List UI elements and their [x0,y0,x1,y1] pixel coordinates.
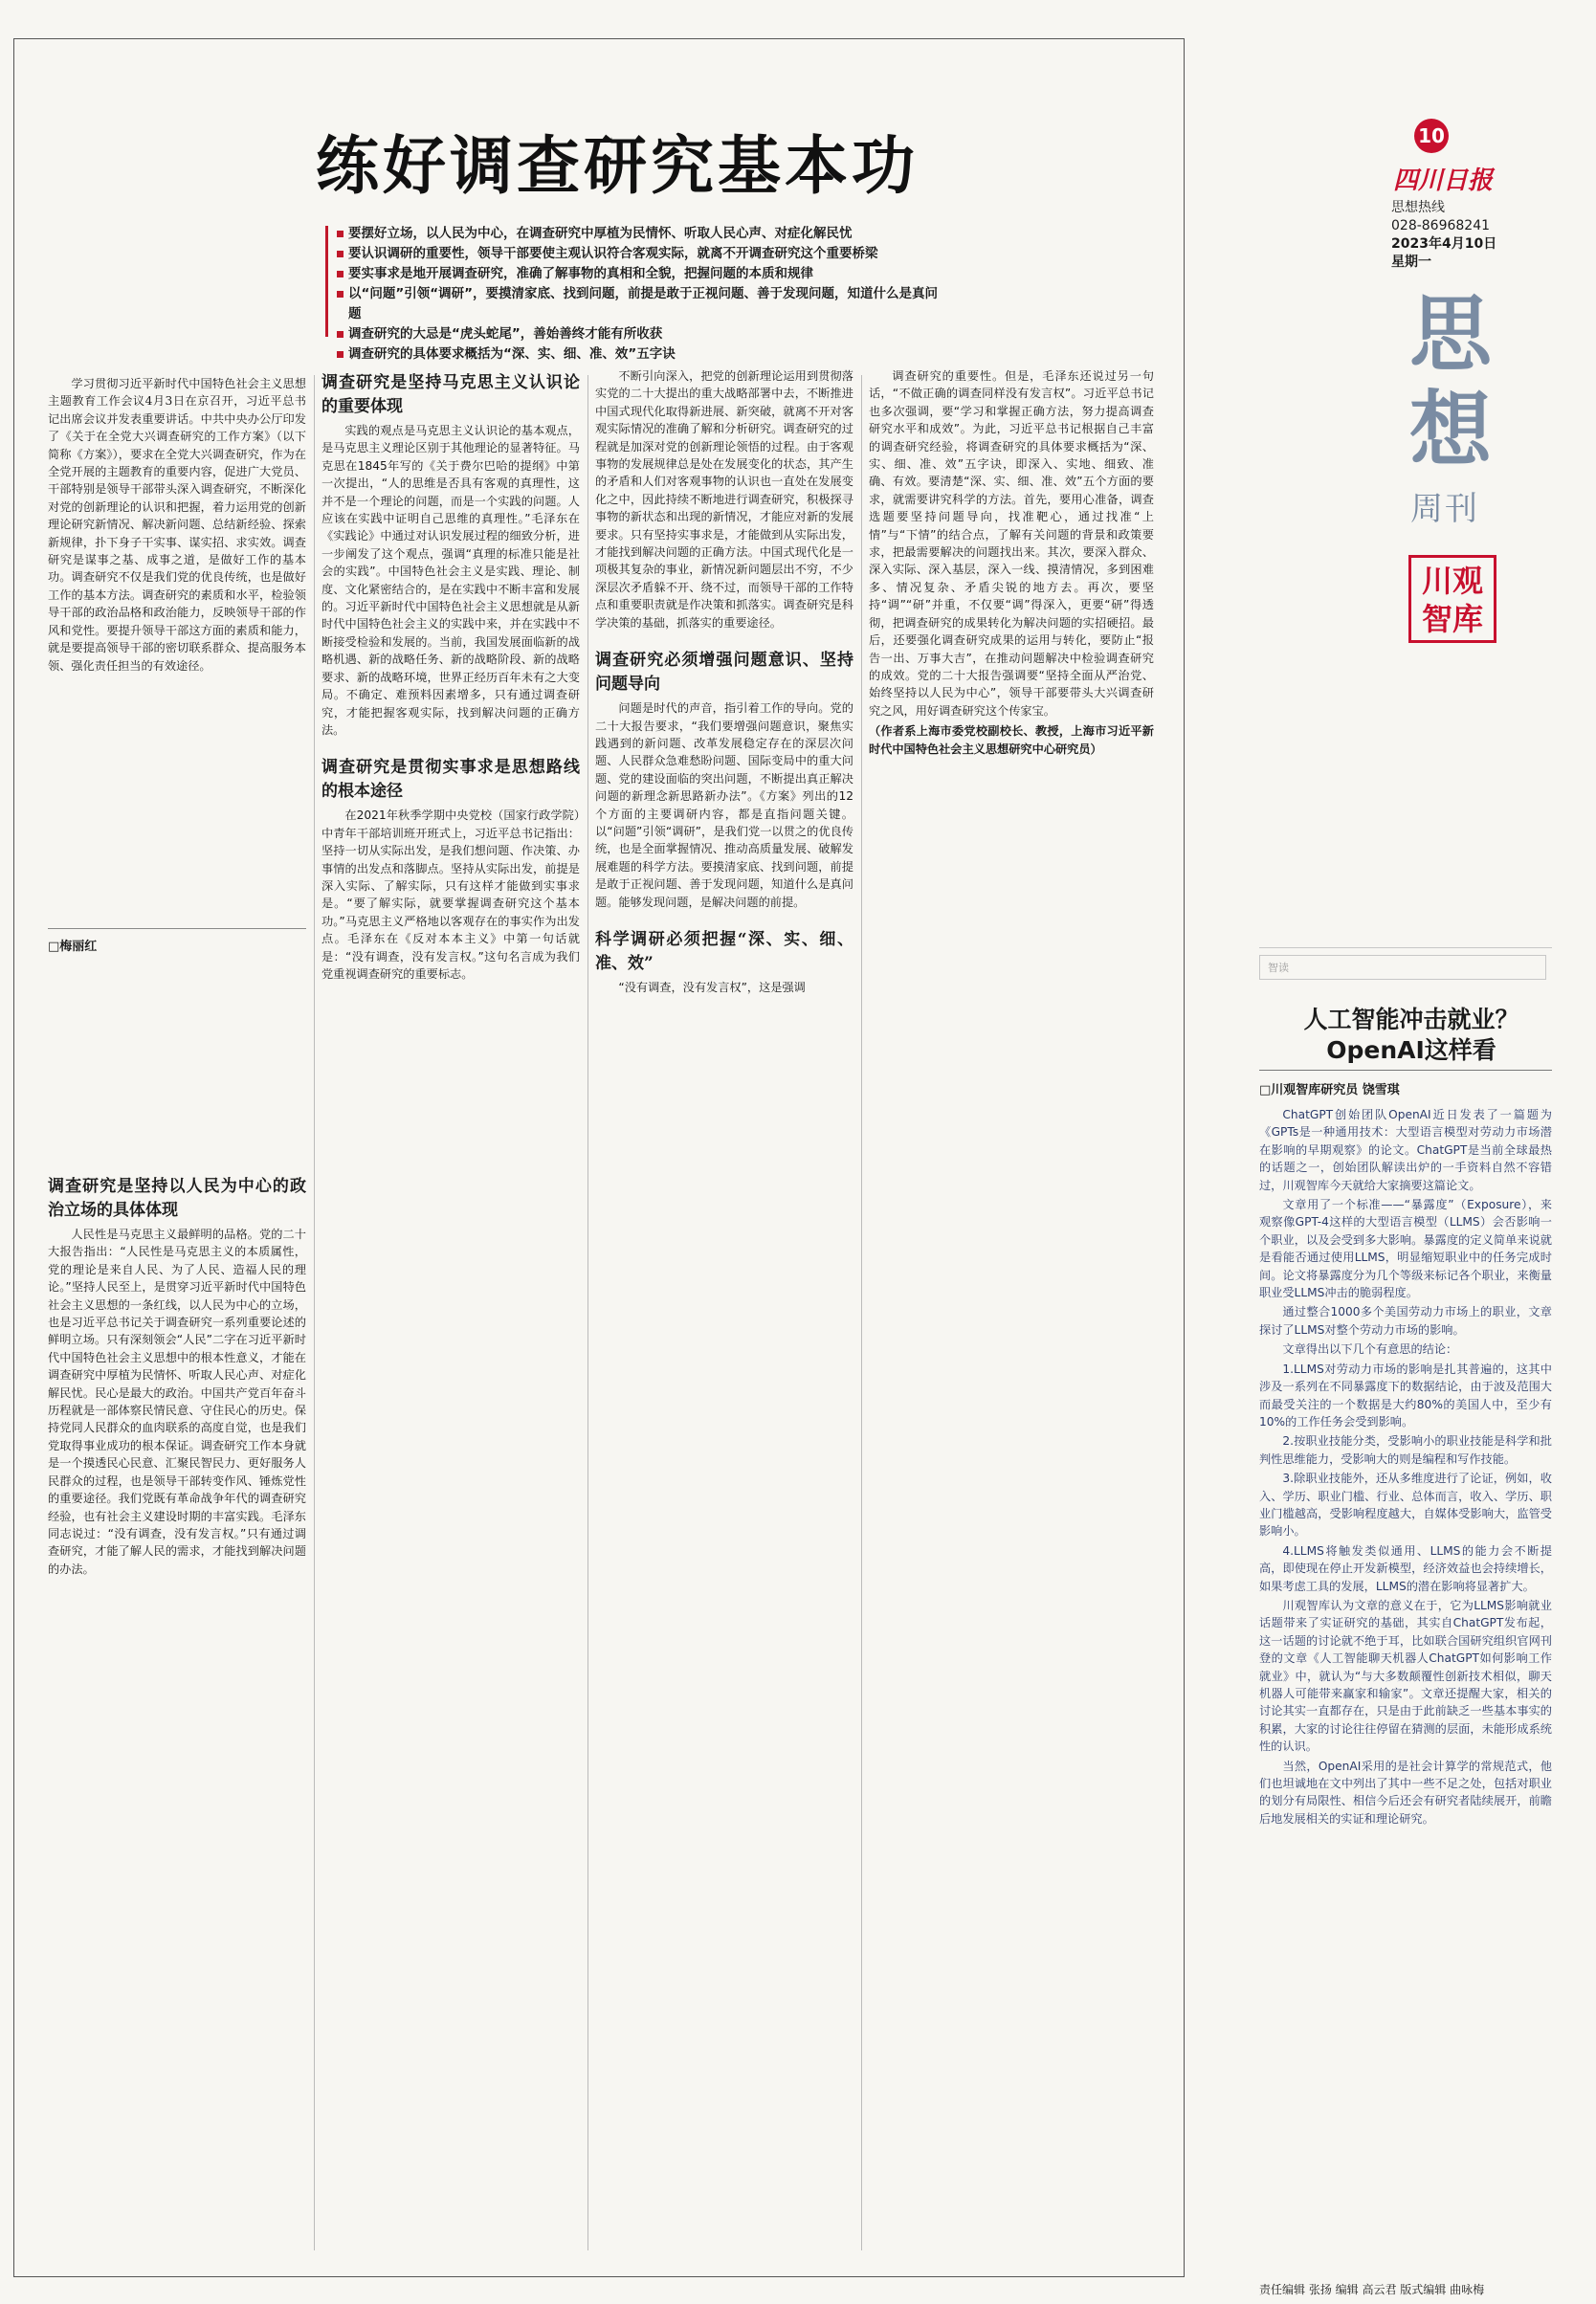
author-byline: □梅丽红 [48,940,98,954]
editor-credits: 责任编辑 张扬 编辑 高云君 版式编辑 曲咏梅 [1259,2283,1485,2296]
key-point: 要实事求是地开展调查研究，准确了解事物的真相和全貌，把握问题的本质和规律 [337,264,949,284]
key-point: 调查研究的具体要求概括为“深、实、细、准、效”五字诀 [337,344,949,365]
issue-weekday: 星期一 [1391,255,1431,270]
section-heading: 调查研究是贯彻实事求是思想路线的根本途径 [321,758,580,802]
key-point: 调查研究的大忌是“虎头蛇尾”，善始善终才能有所收获 [337,324,949,344]
body-text: ChatGPT创始团队OpenAI近日发表了一篇题为《GPTs是一种通用技术：大型语言模型对劳动力市场潜在影响的早期观察》的论文。ChatGPT是当前全球最热的话题之一，创始团队解读出炉的一手资料自然不容错过，川观智库今天就给大家摘要这篇论文。 [1259,1108,1552,1192]
body-text: 通过整合1000多个美国劳动力市场上的职业，文章探讨了LLMS对整个劳动力市场的影响。 [1259,1305,1552,1337]
body-text: 不断引向深入，把党的创新理论运用到贯彻落实党的二十大提出的重大战略部署中去，不断推进中国式现代化取得新进展、新突破，就离不开对客观实际情况的准确了解和分析研究。调查研究的过程就是加深对党的创新理论领悟的过程。由于客观事物的发展规律总是处在发展变化的状态，其产生的矛盾和人们对客观事物的认识也一直处在发展变化之中，因此持续不断地进行调查研究，积极探寻事物的新状态和出现的新情况，才能应对新的发展要求。只有坚持实事求是，才能做到从实际出发，才能找到解决问题的正确方法。中国式现代化是一项极其复杂的事业，新情况新问题层出不穷，不少深层次矛盾躲不开、绕不过，而领导干部的工作特点和重要职责就是作决策和抓落实。调查研究是科学决策的基础，抓落实的重要途径。 [595,369,853,630]
section-heading: 调查研究是坚持马克思主义认识论的重要体现 [321,373,580,416]
bullets-accent-bar [325,226,328,337]
body-text: 实践的观点是马克思主义认识论的基本观点，是马克思主义理论区别于其他理论的显著特征。马克思在1845年写的《关于费尔巴哈的提纲》中第一次提出，“人的思维是否具有客观的真理性，这并不是一个理论的问题，而是一个实践的问题。人应该在实践中证明自己思维的真理性。”毛泽东在《实践论》中通过对认识发展过程的细致分析，进一步阐发了这个观点，强调“真理的标准只能是社会的实践”。中国特色社会主义是实践、理论、制度、文化紧密结合的，是在实践中不断丰富和发展的。习近平新时代中国特色社会主义思想就是从新时代中国特色社会主义的实践中来，并在实践中不断接受检验和发展的。当前，我国发展面临新的战略机遇、新的战略任务、新的战略阶段、新的战略要求、新的战略环境，世界正经历百年未有之大变局。不确定、难预料因素增多，只有通过调查研究，才能把握客观实际，找到解决问题的正确方法。 [321,424,580,737]
body-text: 问题是时代的声音，指引着工作的导向。党的二十大报告要求，“我们要增强问题意识，聚焦实践遇到的新问题、改革发展稳定存在的深层次问题、人民群众急难愁盼问题、国际变局中的重大问题、党的建设面临的突出问题，不断提出真正解决问题的新理念新思路新办法”。《方案》列出的12个方面的主要调研内容，都是直指问题关键。以“问题”引领“调研”，是我们党一以贯之的优良传统，也是全面掌握情况、推动高质量发展、破解发展难题的科学方法。要摸清家底、找到问题，前提是敢于正视问题、善于发现问题，知道什么是真问题。能够发现问题，是解决问题的前提。 [595,701,853,909]
body-text: 人民性是马克思主义最鲜明的品格。党的二十大报告指出：“人民性是马克思主义的本质属性，党的理论是来自人民、为了人民、造福人民的理论。”坚持人民至上，是贯穿习近平新时代中国特色社会主义思想的一条红线，以人民为中心的立场，也是习近平总书记关于调查研究一系列重要论述的鲜明立场。只有深刻领会“人民”二字在习近平新时代中国特色社会主义思想中的根本性意义，才能在调查研究中厚植为民情怀、听取人民心声、对症化解民忧。民心是最大的政治。中国共产党百年奋斗历程就是一部体察民情民意、守住民心的历史。保持党同人民群众的血肉联系的高度自觉，也是我们党取得事业成功的根本保证。调查研究工作本身就是一个摸透民心民意、汇聚民智民力、更好服务人民群众的过程，也是领导干部转变作风、锤炼党性的重要途径。我们党既有革命战争年代的调查研究经验，也有社会主义建设时期的丰富实践。毛泽东同志说过：“没有调查，没有发言权。”只有通过调查研究，才能了解人民的需求，才能找到解决问题的办法。 [48,1228,306,1576]
masthead-meta [1391,199,1496,272]
divider [1259,947,1552,948]
section-heading: 调查研究是坚持以人民为中心的政治立场的具体体现 [48,1177,306,1220]
side-author: □川观智库研究员 饶雪琪 [1259,1083,1400,1097]
page-number-badge: 10 [1414,119,1449,153]
body-text: 4.LLMS将触发类似通用、LLMS的能力会不断提高，即使现在停止开发新模型，经济效益也会持续增长，如果考虑工具的发展，LLMS的潜在影响将显著扩大。 [1259,1543,1552,1593]
body-text: 川观智库认为文章的意义在于，它为LLMS影响就业话题带来了实证研究的基础，其实自ChatGPT发布起，这一话题的讨论就不绝于耳，比如联合国研究组织官网刊登的文章《人工智能聊天机器人ChatGPT如何影响工作就业》中，就认为“与大多数颠覆性创新技术相似，聊天机器人可能带来赢家和输家”。文章还提醒大家，相关的讨论其实一直都存在，只是由于此前缺乏一些基本事实的积累，大家的讨论往往停留在猜测的层面，未能形成系统性的认识。 [1259,1598,1552,1754]
column-divider [587,375,588,2250]
section-name: 思想 [1409,286,1492,478]
article-title: 练好调查研究基本功 [316,128,919,203]
side-article-title: 人工智能冲击就业？OpenAI这样看 [1303,1006,1519,1064]
body-text: 文章用了一个标准——“暴露度”（Exposure），来观察像GPT-4这样的大型语言模型（LLMS）会否影响一个职业，以及会受到多大影响。暴露度的定义简单来说就是看能否通过使用LLMS，明显缩短职业中的任务完成时间。论文将暴露度分为几个等级来标记各个职业，来衡量职业受LLMS冲击的脆弱程度。 [1259,1198,1552,1300]
side-article-body [1259,1106,1552,2254]
column-4 [869,367,1154,2258]
column-divider [314,375,315,2250]
section-weekly: 周刊 [1410,490,1479,528]
key-point: 要认识调研的重要性，领导干部要使主观认识符合客观实际，就离不开调查研究这个重要桥梁 [337,244,949,264]
key-point: 要摆好立场，以人民为中心，在调查研究中厚植为民情怀、听取人民心声、对症化解民忧 [337,224,949,244]
body-text: 调查研究的重要性。但是，毛泽东还说过另一句话，“不做正确的调查同样没有发言权”。习近平总书记也多次强调，要“学习和掌握正确方法，努力提高调查研究水平和成效”。为此，习近平总书记根据自己丰富的调查研究经验，将调查研究的具体要求概括为“深、实、细、准、效”五字诀，即深入、实地、细致、准确、有效。要清楚“深、实、细、准、效”五个方面的要求，就需要讲究科学的方法。首先，要用心准备，调查选题要坚持问题导向，找准靶心，通过找准“上情”与“下情”的结合点，了解有关问题的背景和政策要求，把最需要解决的问题找出来。其次，要深入群众、深入实际、深入基层，深入一线、摸清情况，多到困难多、情况复杂、矛盾尖锐的地方去。再次，要坚持“调”“研”并重，不仅要“调”得深入，更要“研”得透彻，把调查研究的成果转化为解决问题的实招硬招。最后，还要强化调查研究成果的运用与转化，要防止“报告一出、万事大吉”，在推动问题解决中检验调查研究的成效。党的二十大报告强调要“坚持全面从严治党、始终坚持以人民为中心”，领导干部要带头大兴调查研究之风，用好调查研究这个传家宝。 [869,369,1154,718]
column-1 [48,1158,306,2258]
column-2 [321,367,580,2258]
divider [1259,1070,1552,1071]
body-text: 2.按职业技能分类，受影响小的职业技能是科学和批判性思维能力，受影响大的则是编程和写作技能。 [1259,1434,1552,1466]
column-3 [595,367,853,2258]
intro-paragraph: 学习贯彻习近平新时代中国特色社会主义思想主题教育工作会议4月3日在京召开，习近平总书记出席会议并发表重要讲话。中共中央办公厅印发了《关于在全党大兴调查研究的工作方案》（以下简称《方案》），要求在全党大兴调查研究，作为在全党开展的主题教育的重要内容，促进广大党员、干部特别是领导干部带头深入调查研究，不断深化对党的创新理论的认识和把握，着力运用党的创新理论研究新情况、解决新问题、总结新经验、探索新规律，扑下身子干实事、谋实招、求实效。调查研究是谋事之基、成事之道，是做好工作的基本功。调查研究不仅是我们党的优良传统，也是做好工作的基本方法。调查研究的素质和水平，检验领导干部的政治品格和政治能力，反映领导干部的作风和党性。要提升领导干部这方面的素质和能力，就是要提高领导干部的密切联系群众、提高服务本领、强化责任担当的有效途径。 [48,377,306,673]
column-logo-seal: 川观智库 [1408,555,1496,643]
body-text: 文章得出以下几个有意思的结论： [1282,1342,1458,1357]
body-text: “没有调查，没有发言权”，这是强调 [618,980,806,994]
issue-date: 2023年4月10日 [1391,236,1497,252]
section-heading: 科学调研必须把握“深、实、细、准、效” [595,929,853,973]
key-point: 以“问题”引领“调研”，要摸清家底、找到问题，前提是敢于正视问题、善于发现问题，知道什么是真问题 [337,284,949,324]
hotline-label: 思想热线 [1391,200,1445,215]
column-tag: 智读 [1259,955,1546,980]
section-heading: 调查研究必须增强问题意识、坚持问题导向 [595,651,853,695]
newspaper-logo: 四川日报 [1393,166,1494,195]
divider [48,928,306,929]
author-note: （作者系上海市委党校副校长、教授，上海市习近平新时代中国特色社会主义思想研究中心研究员） [869,724,1154,756]
body-text: 3.除职业技能外，还从多维度进行了论证，例如，收入、学历、职业门槛、行业、总体而言，收入、学历、职业门槛越高，受影响程度越大，自媒体受影响大，监管受影响小。 [1259,1472,1552,1539]
key-points-list [337,224,949,365]
body-text: 当然，OpenAI采用的是社会计算学的常规范式，他们也坦诚地在文中列出了其中一些不足之处，包括对职业的划分有局限性、相信今后还会有研究者陆续展开，前瞻后地发展相关的实证和理论研究。 [1259,1759,1552,1826]
hotline-number: 028-86968241 [1391,218,1491,233]
body-text: 1.LLMS对劳动力市场的影响是扎其普遍的，这其中涉及一系列在不同暴露度下的数据结论，由于波及范围大而最受关注的一个数据是大约80%的美国人中，至少有10%的工作任务会受到影响。 [1259,1362,1552,1429]
column-divider [861,375,862,2250]
body-text: 在2021年秋季学期中央党校（国家行政学院）中青年干部培训班开班式上，习近平总书记指出：坚持一切从实际出发，是我们想问题、作决策、办事情的出发点和落脚点。坚持从实际出发，前提是深入实际、了解实际，只有这样才能做到实事求是。“要了解实际，就要掌握调查研究这个基本功。”马克思主义严格地以客观存在的事实作为出发点。毛泽东在《反对本本主义》中第一句话就是：“没有调查，没有发言权。”这句名言成为我们党重视调查研究的重要标志。 [321,809,580,981]
